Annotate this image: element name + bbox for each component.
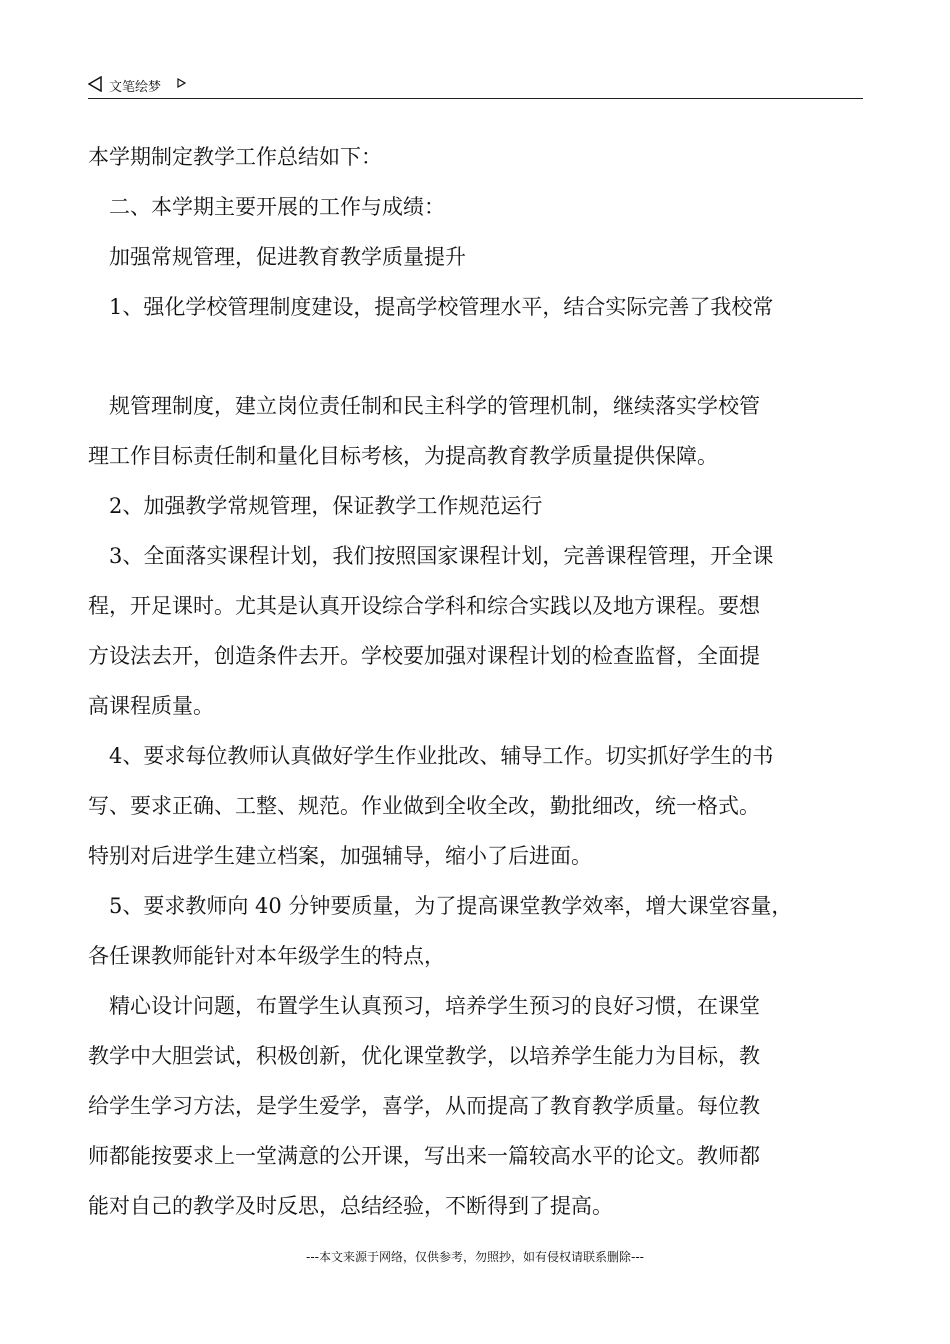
text-line: 5、要求教师向 40 分钟要质量，为了提高课堂教学效率，增大课堂容量， xyxy=(109,894,793,918)
text-line: 各任课教师能针对本年级学生的特点， xyxy=(88,944,445,968)
footer-disclaimer: ---本文来源于网络，仅供参考，勿照抄，如有侵权请联系删除--- xyxy=(306,1250,644,1264)
text-line: 给学生学习方法，是学生爱学，喜学，从而提高了教育教学质量。每位教 xyxy=(88,1094,760,1118)
text-line: 本学期制定教学工作总结如下： xyxy=(88,145,382,169)
text-line: 程，开足课时。尤其是认真开设综合学科和综合实践以及地方课程。要想 xyxy=(88,594,760,618)
text-line: 理工作目标责任制和量化目标考核，为提高教育教学质量提供保障。 xyxy=(88,444,718,468)
text-line: 规管理制度，建立岗位责任制和民主科学的管理机制，继续落实学校管 xyxy=(109,394,760,418)
header-title: 文笔绘梦 xyxy=(109,80,162,95)
text-line: 写、要求正确、工整、规范。作业做到全收全改，勤批细改，统一格式。 xyxy=(88,794,760,818)
text-line: 高课程质量。 xyxy=(88,694,214,718)
text-line: 3、全面落实课程计划，我们按照国家课程计划，完善课程管理，开全课 xyxy=(109,544,774,568)
text-line: 精心设计问题，布置学生认真预习，培养学生预习的良好习惯，在课堂 xyxy=(109,994,760,1018)
page-header xyxy=(88,70,863,99)
triangle-right-icon xyxy=(177,78,186,88)
page-gap xyxy=(88,332,863,381)
text-line: 1、强化学校管理制度建设，提高学校管理水平，结合实际完善了我校常 xyxy=(109,295,774,319)
text-line: 能对自己的教学及时反思，总结经验，不断得到了提高。 xyxy=(88,1194,613,1218)
text-line: 特别对后进学生建立档案，加强辅导，缩小了后进面。 xyxy=(88,844,592,868)
section-heading: 二、本学期主要开展的工作与成绩： xyxy=(109,195,445,219)
triangle-left-icon xyxy=(88,76,102,92)
subsection-heading: 加强常规管理，促进教育教学质量提升 xyxy=(109,245,466,269)
text-line: 方设法去开，创造条件去开。学校要加强对课程计划的检查监督，全面提 xyxy=(88,644,760,668)
text-line: 师都能按要求上一堂满意的公开课，写出来一篇较高水平的论文。教师都 xyxy=(88,1144,760,1168)
text-line: 2、加强教学常规管理，保证教学工作规范运行 xyxy=(109,494,543,518)
document-body xyxy=(88,132,863,1231)
text-line: 教学中大胆尝试，积极创新，优化课堂教学，以培养学生能力为目标，教 xyxy=(88,1044,760,1068)
text-line: 4、要求每位教师认真做好学生作业批改、辅导工作。切实抓好学生的书 xyxy=(109,744,774,768)
